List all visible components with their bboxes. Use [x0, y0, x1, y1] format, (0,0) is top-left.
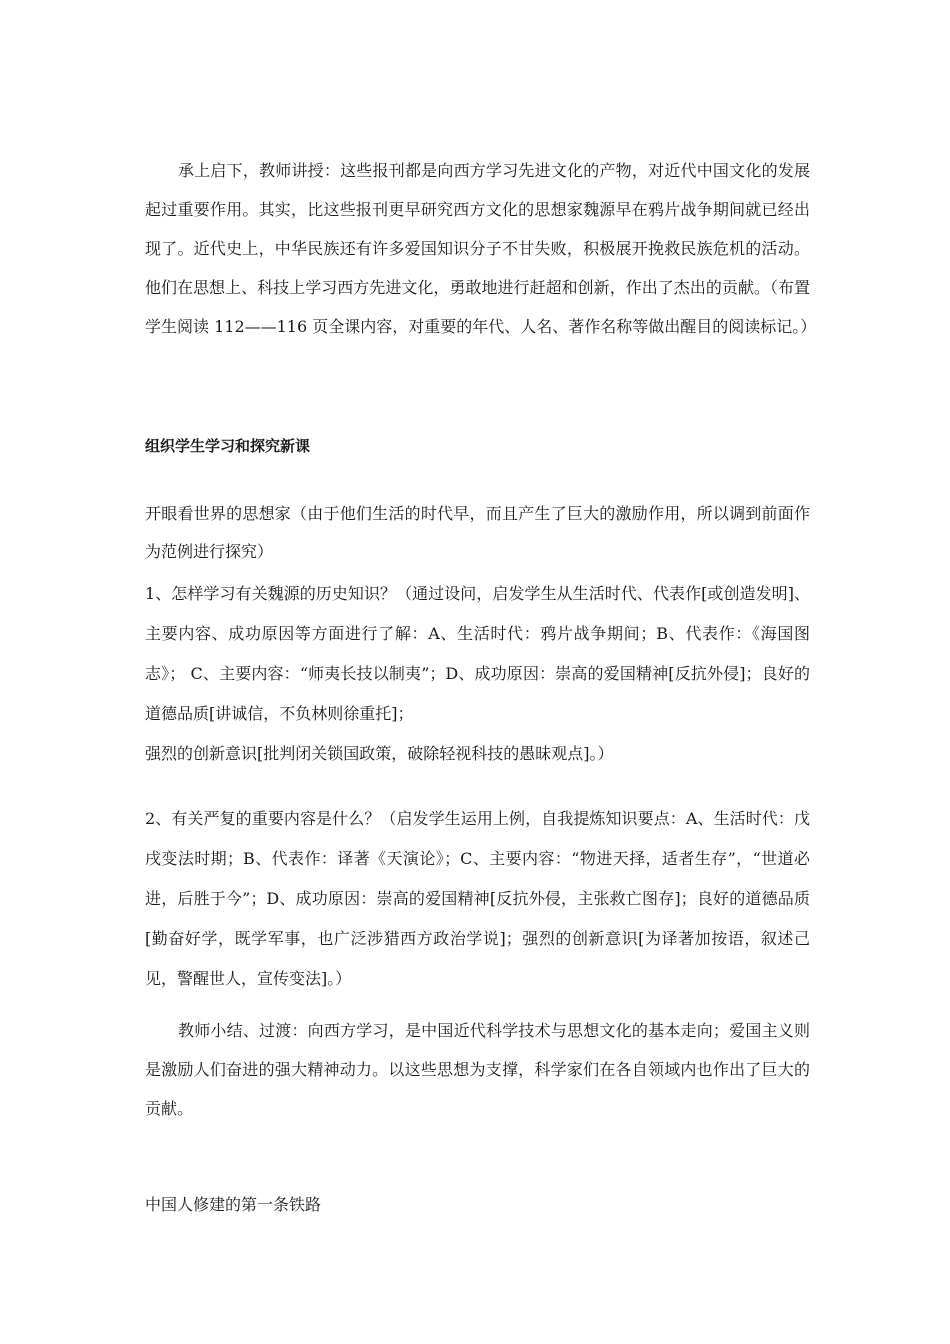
question1-continuation: 强烈的创新意识[批判闭关锁国政策，破除轻视科技的愚昧观点]。）	[145, 744, 614, 763]
question1-main: 1、怎样学习有关魏源的历史知识？（通过设问，启发学生从生活时代、代表作[或创造发明]、主要内容、成功原因等方面进行了解：A、生活时代：鸦片战争期间；B、代表作：《海国图志》； C、主要内容：“师夷长技以制夷”；D、成功原因：崇高的爱国精神[反抗外侵]；良好的道德品质[讲诚信，不负林则徐重托]；	[145, 584, 810, 723]
question2-paragraph: 2、有关严复的重要内容是什么？（启发学生运用上例，自我提炼知识要点：A、生活时代：戊戌变法时期；B、代表作：译著《天演论》；C、主要内容：“物进天择，适者生存”，“世道必进，后胜于今”；D、成功原因：崇高的爱国精神[反抗外侵，主张救亡图存]；良好的道德品质[勤奋好学，既学军事，也广泛涉猎西方政治学说]；强烈的创新意识[为译著加按语，叙述己见，警醒世人，宣传变法]。）	[145, 809, 810, 988]
railway-heading: 中国人修建的第一条铁路	[145, 1195, 322, 1214]
question1-block	[145, 574, 810, 774]
summary-paragraph: 教师小结、过渡：向西方学习，是中国近代科学技术与思想文化的基本走向；爱国主义则是激励人们奋进的强大精神动力。以这些思想为支撑，科学家们在各自领域内也作出了巨大的贡献。	[145, 1021, 810, 1118]
intro-paragraph: 承上启下，教师讲授：这些报刊都是向西方学习先进文化的产物，对近代中国文化的发展起过重要作用。其实，比这些报刊更早研究西方文化的思想家魏源早在鸦片战争期间就已经出现了。近代史上，中华民族还有许多爱国知识分子不甘失败，积极展开挽救民族危机的活动。他们在思想上、科技上学习西方先进文化，勇敢地进行赶超和创新，作出了杰出的贡献。（布置学生阅读 112——116 页全课内容，对重要的年代、人名、著作名称等做出醒目的阅读标记。）	[145, 161, 817, 336]
section-heading: 组织学生学习和探究新课	[145, 437, 311, 455]
thinkers-paragraph: 开眼看世界的思想家（由于他们生活的时代早，而且产生了巨大的激励作用，所以调到前面作为范例进行探究）	[145, 504, 810, 561]
